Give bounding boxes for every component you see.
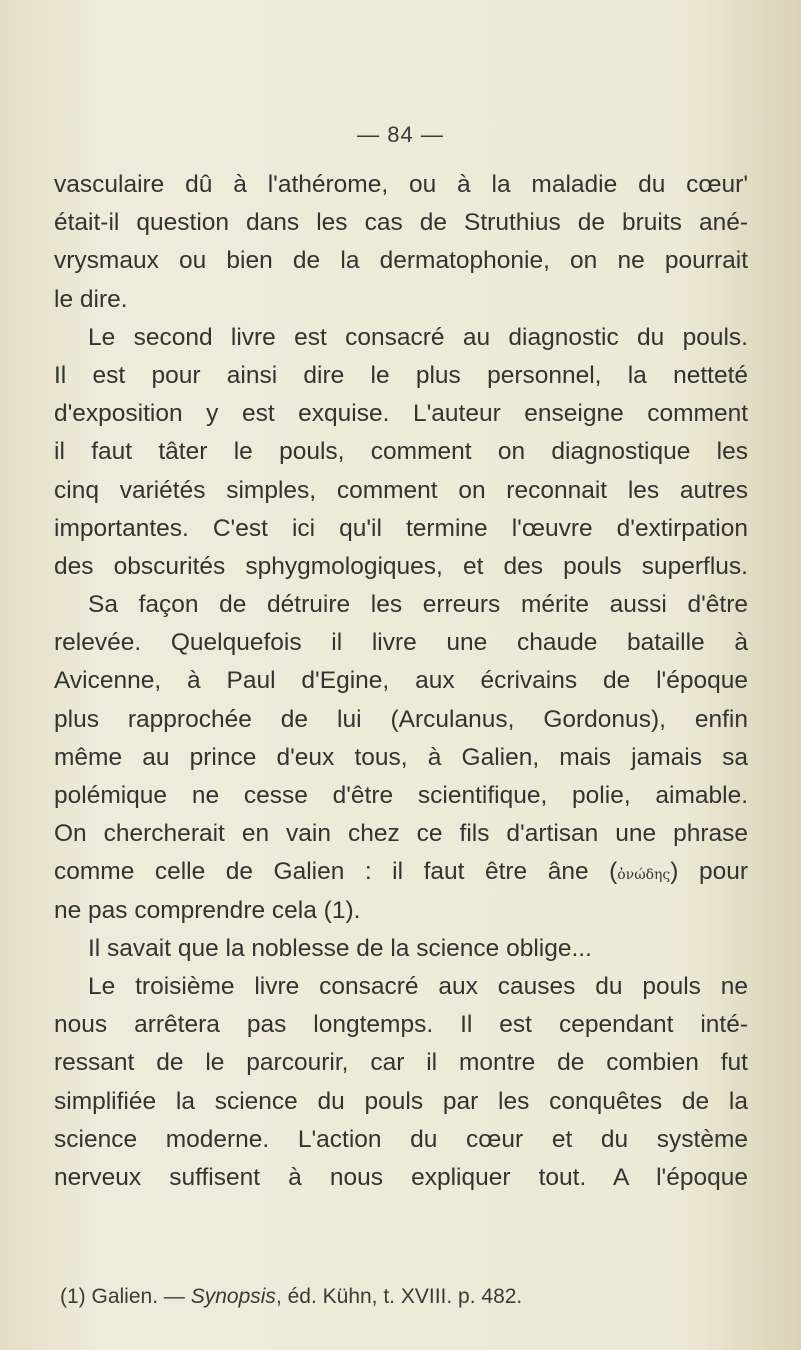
body-text bbox=[54, 166, 748, 1197]
page-number: — 84 — bbox=[357, 122, 444, 147]
text-line: vrysmaux ou bien de la dermatophonie, on ne pourrait bbox=[54, 247, 748, 275]
text-line: simplifiée la science du pouls par les conquêtes de la bbox=[54, 1087, 748, 1115]
text-line: des obscurités sphygmologiques, et des pouls superflus. bbox=[54, 552, 748, 580]
text-line: relevée. Quelquefois il livre une chaude bataille à bbox=[54, 629, 748, 657]
footnote-suffix: , éd. Kühn, t. XVIII. p. 482. bbox=[275, 1285, 523, 1308]
text-line: était-il question dans les cas de Struthius de bruits ané- bbox=[54, 209, 748, 237]
text-line: même au prince d'eux tous, à Galien, mais jamais sa bbox=[54, 743, 748, 771]
text-line: plus rapprochée de lui (Arculanus, Gordonus), enfin bbox=[54, 705, 748, 733]
footnote-title: Synopsis bbox=[190, 1285, 276, 1308]
text-segment: ) pour bbox=[670, 858, 748, 886]
text-line: il faut tâter le pouls, comment on diagnostique les bbox=[54, 438, 748, 466]
text-line: ne pas comprendre cela (1). bbox=[54, 896, 361, 924]
text-line: Avicenne, à Paul d'Egine, aux écrivains de l'époque bbox=[54, 667, 748, 695]
text-line: d'exposition y est exquise. L'auteur enseigne comment bbox=[54, 400, 748, 428]
text-line: Le second livre est consacré au diagnostic du pouls. bbox=[88, 323, 748, 351]
text-line: vasculaire dû à l'athérome, ou à la maladie du cœur' bbox=[54, 171, 748, 198]
footnote bbox=[60, 1285, 740, 1309]
text-line: polémique ne cesse d'être scientifique, polie, aimable. bbox=[54, 782, 748, 809]
text-line: importantes. C'est ici qu'il termine l'œuvre d'extirpation bbox=[54, 514, 748, 542]
text-line: ressant de le parcourir, car il montre de combien fut bbox=[54, 1049, 748, 1077]
text-line: le dire. bbox=[54, 285, 128, 313]
text-line: Il savait que la noblesse de la science oblige... bbox=[88, 934, 592, 962]
text-line: Sa façon de détruire les erreurs mérite aussi d'être bbox=[88, 591, 748, 619]
greek-word: ὀνώδης bbox=[617, 867, 671, 884]
text-line: nous arrêtera pas longtemps. Il est cependant inté- bbox=[54, 1011, 748, 1039]
text-line-greek bbox=[54, 853, 748, 891]
text-segment: comme celle de Galien : il faut être âne ( bbox=[54, 858, 618, 886]
text-line: nerveux suffisent à nous expliquer tout. A l'époque bbox=[54, 1163, 748, 1191]
text-line: science moderne. L'action du cœur et du système bbox=[54, 1125, 748, 1153]
text-line: cinq variétés simples, comment on reconnait les autres bbox=[54, 476, 748, 504]
text-line: Il est pour ainsi dire le plus personnel, la netteté bbox=[54, 361, 748, 389]
footnote-prefix: (1) Galien. — bbox=[60, 1285, 191, 1308]
text-line: On chercherait en vain chez ce fils d'artisan une phrase bbox=[54, 820, 748, 848]
text-line: Le troisième livre consacré aux causes du pouls ne bbox=[88, 972, 748, 1000]
